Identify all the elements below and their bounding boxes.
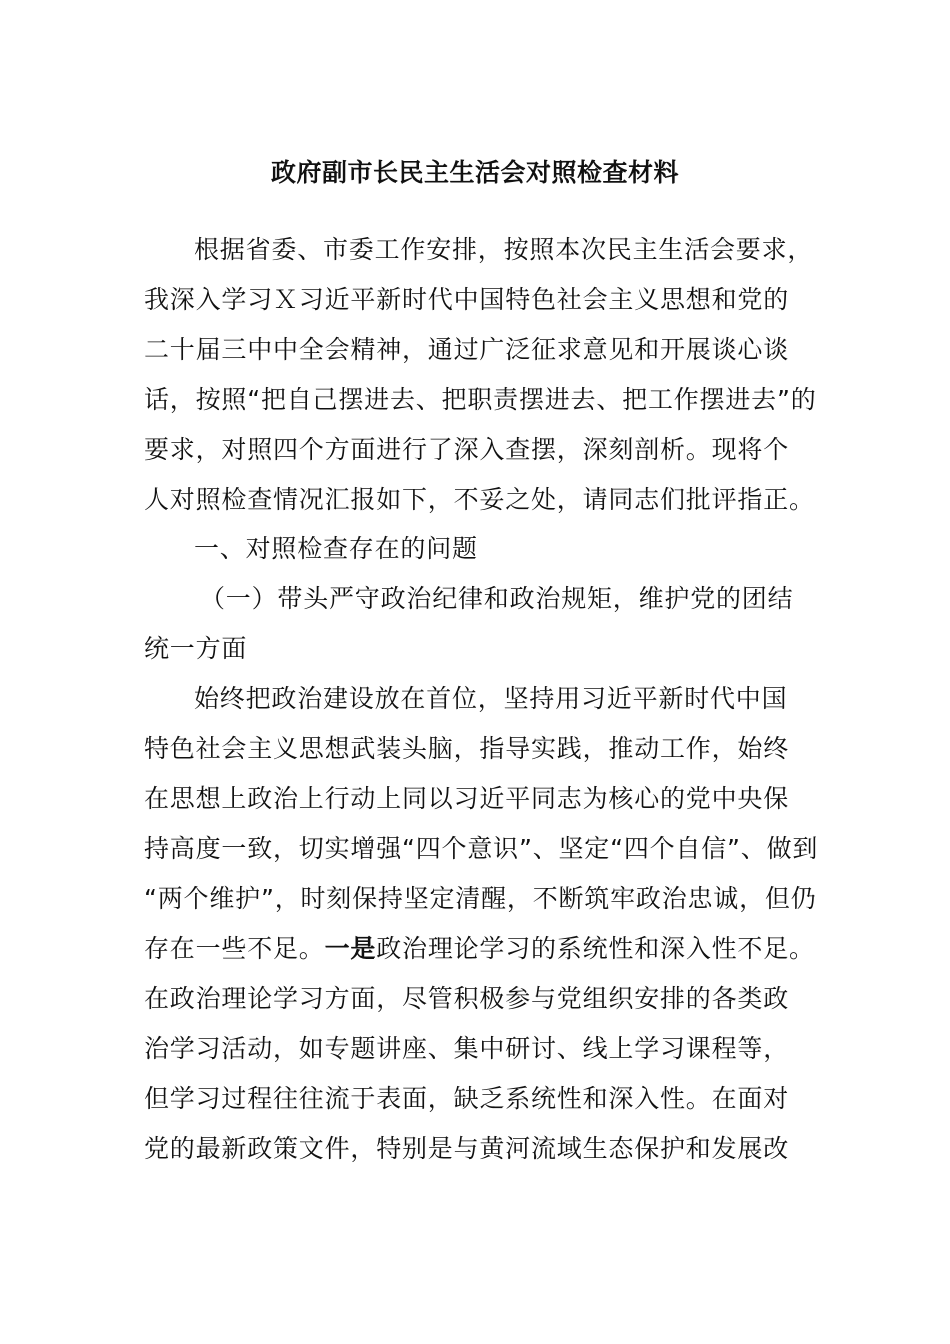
paragraph-line: 党的最新政策文件，特别是与黄河流域生态保护和发展改 <box>144 1134 790 1163</box>
paragraph-line: 但学习过程往往流于表面，缺乏系统性和深入性。在面对 <box>144 1084 790 1113</box>
paragraph-line: 持高度一致，切实增强“四个意识”、坚定“四个自信”、做到 <box>144 834 819 863</box>
paragraph-line: 在政治理论学习方面，尽管积极参与党组织安排的各类政 <box>144 984 790 1013</box>
subsection-heading-continued: 统一方面 <box>144 634 248 663</box>
paragraph-line: 在思想上政治上行动上同以习近平同志为核心的党中央保 <box>144 784 790 813</box>
paragraph-line: 根据省委、市委工作安排，按照本次民主生活会要求， <box>194 235 814 264</box>
subsection-heading: （一）带头严守政治纪律和政治规矩，维护党的团结 <box>200 584 794 613</box>
section-heading: 一、对照检查存在的问题 <box>194 534 478 563</box>
paragraph-line: 特色社会主义思想武装头脑，指导实践，推动工作，始终 <box>144 734 790 763</box>
paragraph-line: 人对照检查情况汇报如下，不妥之处，请同志们批评指正。 <box>144 485 815 514</box>
document-title: 政府副市长民主生活会对照检查材料 <box>270 158 679 187</box>
paragraph-line-mixed <box>144 929 815 969</box>
paragraph-line: 二十届三中中全会精神，通过广泛征求意见和开展谈心谈 <box>144 335 790 364</box>
paragraph-line: 话，按照“把自己摆进去、把职责摆进去、把工作摆进去”的 <box>144 385 817 414</box>
paragraph-line: 要求，对照四个方面进行了深入查摆，深刻剖析。现将个 <box>144 435 790 464</box>
paragraph-line: “两个维护”，时刻保持坚定清醒，不断筑牢政治忠诚，但仍 <box>144 884 817 913</box>
paragraph-line: 始终把政治建设放在首位，坚持用习近平新时代中国 <box>194 684 788 713</box>
paragraph-line: 我深入学习Ｘ习近平新时代中国特色社会主义思想和党的 <box>144 285 790 314</box>
emphasis-marker: 一是 <box>324 934 377 963</box>
paragraph-line: 治学习活动，如专题讲座、集中研讨、线上学习课程等， <box>144 1034 790 1063</box>
line-text: 存在一些不足。 <box>144 934 325 963</box>
line-text: 政治理论学习的系统性和深入性不足。 <box>376 934 815 963</box>
